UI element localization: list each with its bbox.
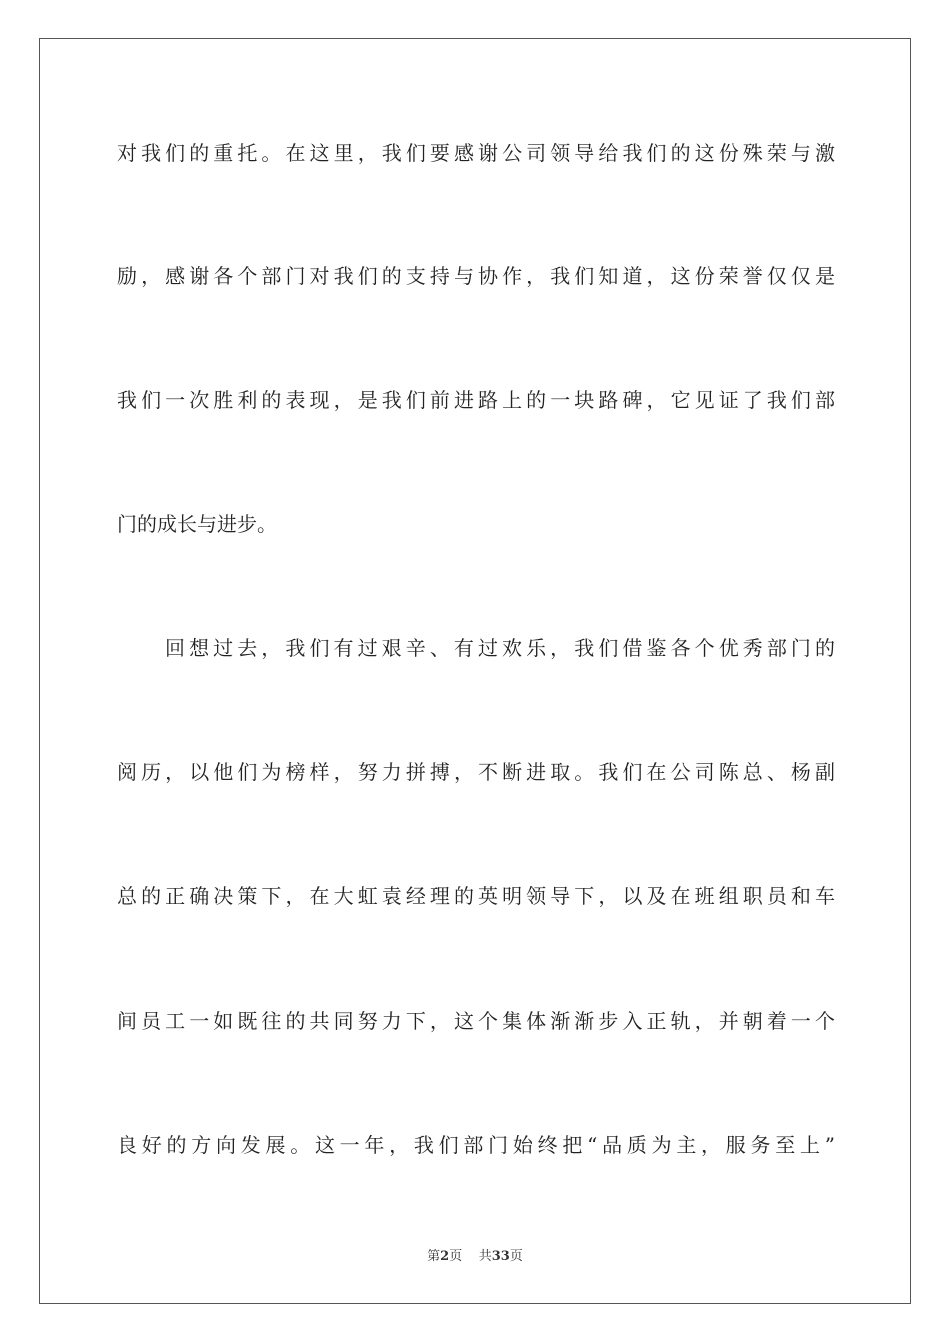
total-prefix: 共 xyxy=(478,1249,492,1264)
paragraph-line: 良好的方向发展。这一年，我们部门始终把“品质为主，服务至上” xyxy=(117,1133,835,1157)
page-prefix: 第 xyxy=(427,1249,441,1264)
paragraph-line: 励，感谢各个部门对我们的支持与协作，我们知道，这份荣誉仅仅是 xyxy=(117,264,835,288)
paragraph-line: 回想过去，我们有过艰辛、有过欢乐，我们借鉴各个优秀部门的 xyxy=(165,636,835,660)
paragraph-line: 总的正确决策下，在大虹袁经理的英明领导下，以及在班组职员和车 xyxy=(117,884,835,908)
page-number: 2 xyxy=(440,1249,450,1264)
page-footer xyxy=(0,1249,950,1265)
paragraph-line: 门的成长与进步。 xyxy=(117,512,277,536)
page-suffix: 页 xyxy=(449,1249,463,1264)
paragraph-line: 阅历，以他们为榜样，努力拼搏，不断进取。我们在公司陈总、杨副 xyxy=(117,760,835,784)
paragraph-line: 我们一次胜利的表现，是我们前进路上的一块路碑，它见证了我们部 xyxy=(117,388,835,412)
total-suffix: 页 xyxy=(509,1249,523,1264)
total-pages: 33 xyxy=(491,1249,510,1264)
page-frame xyxy=(39,38,911,1304)
paragraph-line: 对我们的重托。在这里，我们要感谢公司领导给我们的这份殊荣与激 xyxy=(117,141,835,165)
paragraph-line: 间员工一如既往的共同努力下，这个集体渐渐步入正轨，并朝着一个 xyxy=(117,1009,835,1033)
